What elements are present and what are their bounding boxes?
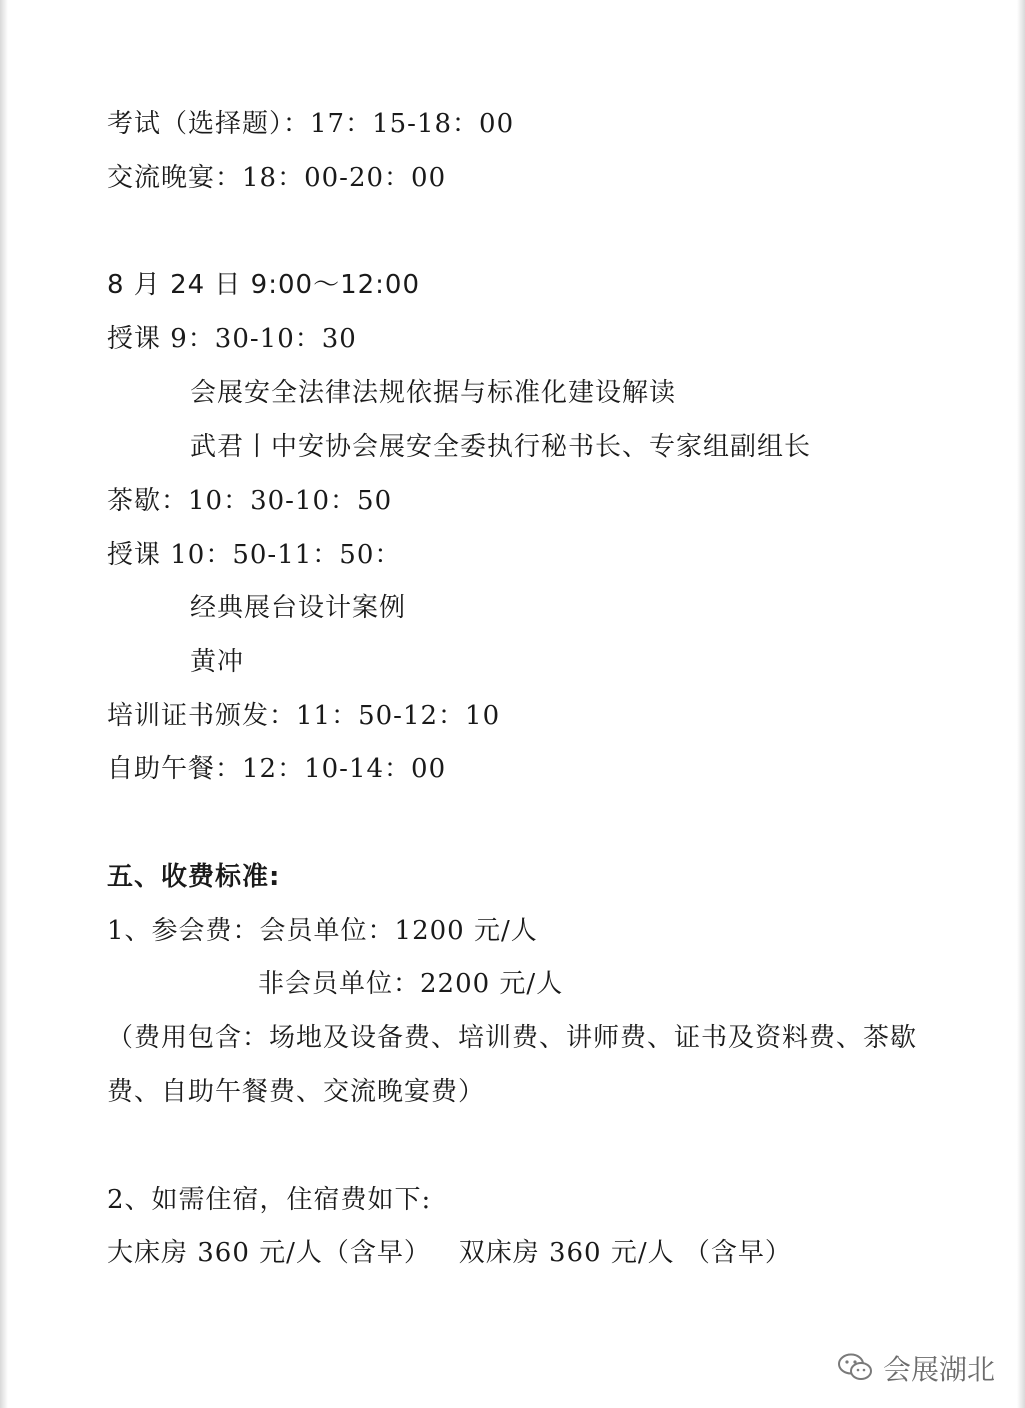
fee-member-line: 1、参会费：会员单位：1200 元/人 [107, 916, 538, 946]
exam-line: 考试（选择题）：17：15-18：00 [107, 109, 515, 139]
fee-includes-line-1: （费用包含：场地及设备费、培训费、讲师费、证书及资料费、茶歇 [107, 1023, 918, 1053]
watermark [837, 1348, 995, 1388]
dinner-line: 交流晚宴：18：00-20：00 [107, 163, 447, 193]
lunch-line: 自助午餐：12：10-14：00 [107, 754, 447, 784]
tea-break-line: 茶歇：10：30-10：50 [107, 486, 393, 516]
day2-header: 8 月 24 日 9:00～12:00 [107, 270, 420, 300]
page-edge-left [0, 0, 8, 1408]
fee-nonmember-line: 非会员单位：2200 元/人 [258, 969, 564, 999]
certificate-line: 培训证书颁发：11：50-12：10 [107, 701, 501, 731]
lecture2-speaker: 黄冲 [190, 647, 245, 677]
lecture2-title: 经典展台设计案例 [190, 593, 407, 623]
section5-title: 五、收费标准: [107, 862, 281, 892]
wechat-icon [837, 1352, 873, 1384]
watermark-text: 会展湖北 [882, 1353, 995, 1386]
page-edge-right [1017, 0, 1025, 1408]
lecture1-speaker: 武君丨中安协会展安全委执行秘书长、专家组副组长 [190, 432, 812, 462]
lodging-intro-line: 2、如需住宿，住宿费如下: [107, 1185, 432, 1215]
lecture1-title: 会展安全法律法规依据与标准化建设解读 [190, 378, 677, 408]
lecture1-time: 授课 9：30-10：30 [107, 324, 357, 354]
lodging-rooms-line: 大床房 360 元/人（含早） 双床房 360 元/人 （含早） [107, 1238, 792, 1268]
fee-includes-line-2: 费、自助午餐费、交流晚宴费） [107, 1077, 486, 1107]
lecture2-time: 授课 10：50-11：50： [107, 540, 402, 570]
